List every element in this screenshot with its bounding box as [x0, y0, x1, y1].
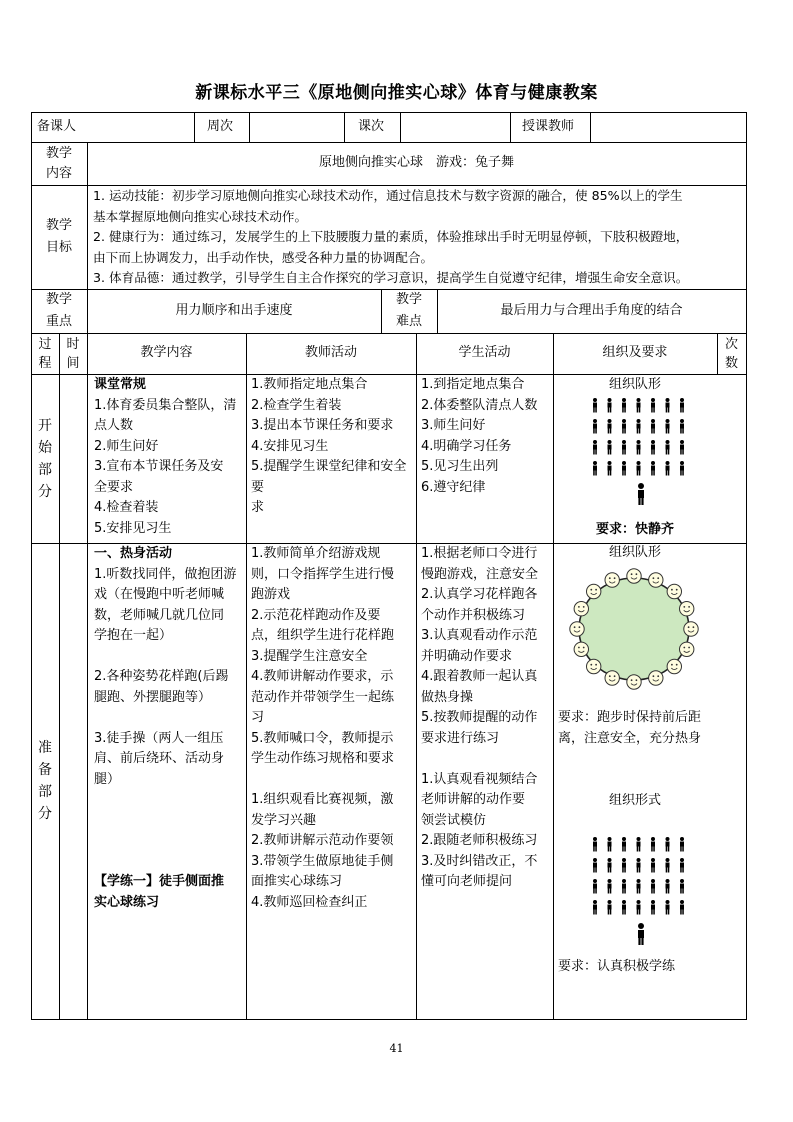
- student-figure-icon: [593, 440, 597, 455]
- student-figure-icon: [680, 837, 684, 852]
- smiley-face-icon: [570, 622, 584, 636]
- smiley-face-icon: [667, 659, 681, 673]
- section-start-org-requirement: 要求：快静齐: [595, 522, 674, 537]
- student-figure-icon: [622, 858, 626, 873]
- smiley-face-icon: [587, 659, 601, 673]
- formation-diagram-start: [553, 395, 717, 513]
- student-figure-icon: [608, 858, 612, 873]
- student-figure-icon: [593, 837, 597, 852]
- student-figure-icon: [666, 837, 670, 852]
- week-label: 周次: [207, 119, 234, 134]
- preparer-label: 备课人: [37, 119, 77, 134]
- student-figure-icon: [651, 398, 655, 413]
- student-figure-icon: [608, 398, 612, 413]
- student-figure-icon: [593, 900, 597, 915]
- difficulty-value: 最后用力与合理出手角度的结合: [500, 302, 683, 318]
- section-start-student: 1.到指定地点集合 2.体委整队清点人数 3.师生问好 4.明确学习任务 5.见习生出列 6.遵守纪律: [421, 377, 538, 495]
- student-figure-icon: [622, 461, 626, 476]
- student-figure-icon: [680, 461, 684, 476]
- smiley-face-icon: [574, 642, 588, 656]
- student-figure-icon: [637, 900, 641, 915]
- student-figure-icon: [680, 440, 684, 455]
- student-figure-icon: [637, 837, 641, 852]
- section-start-org-title: 组织队形: [608, 377, 661, 392]
- student-figure-icon: [680, 900, 684, 915]
- section-start-content: 课堂常规 1.体育委员集合整队，清 点人数 2.师生问好 3.宣布本节课任务及安 全要求 4.检查着装 5.安排见习生: [94, 377, 237, 536]
- student-formation: [593, 837, 684, 915]
- student-figure-icon: [666, 879, 670, 894]
- student-figure-icon: [593, 419, 597, 434]
- formation-diagram-practice: [553, 832, 717, 952]
- section-prep-org-requirement-2: 要求：认真积极学练: [558, 959, 676, 974]
- student-figure-icon: [637, 858, 641, 873]
- section-prep-label: 准 备 部 分: [38, 740, 52, 822]
- section-prep-content: 一、热身活动 1.听数找同伴，做抱团游 戏（在慢跑中听老师喊 数，老师喊几就几位同 学抱在一起） 2.各种姿势花样跑(后踢 腿跑、外摆腿跑等） 3.徒手操（两人一组压 肩、前后绕环、活动身 腿） 【学练一】徒手侧面推 实心球练习: [94, 546, 237, 910]
- student-figure-icon: [637, 398, 641, 413]
- col-time: 时 间: [66, 336, 80, 371]
- student-figure-icon: [608, 461, 612, 476]
- col-process: 过 程: [38, 336, 52, 371]
- student-figure-icon: [680, 398, 684, 413]
- section-prep-teacher: 1.教师简单介绍游戏规 则，口令指挥学生进行慢 跑游戏 2.示范花样跑动作及要 点，组织学生进行花样跑 3.提醒学生注意安全 4.教师讲解动作要求，示 范动作并带领学生一起练 习 5.教师喊口令，教师提示 学生动作练习规格和要求 1.组织观看比赛视频，激 发学习兴趣 2.教师讲解示范动作要领 3.带领学生做原地徒手侧 面推实心球练习 4.教师巡回检查纠正: [251, 546, 395, 910]
- col-organization: 组织及要求: [602, 345, 668, 361]
- section-start-teacher: 1.教师指定地点集合 2.检查学生着装 3.提出本节课任务和要求 4.安排见习生 5.提醒学生课堂纪律和安全要 求: [251, 377, 407, 515]
- student-figure-icon: [608, 440, 612, 455]
- student-figure-icon: [651, 900, 655, 915]
- smiley-face-icon: [605, 671, 619, 685]
- student-figure-icon: [593, 858, 597, 873]
- teacher-label: 授课教师: [522, 119, 575, 134]
- student-figure-icon: [622, 879, 626, 894]
- student-formation: [593, 398, 684, 476]
- student-figure-icon: [680, 858, 684, 873]
- student-figure-icon: [680, 879, 684, 894]
- student-figure-icon: [651, 879, 655, 894]
- student-figure-icon: [680, 419, 684, 434]
- difficulty-label: 教学 难点: [395, 292, 422, 329]
- student-figure-icon: [593, 879, 597, 894]
- smiley-face-icon: [587, 584, 601, 598]
- student-figure-icon: [651, 461, 655, 476]
- section-prep-org-requirement-1: 要求：跑步时保持前后距 离，注意安全，充分热身: [558, 710, 702, 746]
- student-figure-icon: [666, 419, 670, 434]
- student-figure-icon: [651, 440, 655, 455]
- col-teaching-content: 教学内容: [140, 345, 193, 361]
- student-figure-icon: [637, 461, 641, 476]
- student-figure-icon: [651, 837, 655, 852]
- student-figure-icon: [651, 858, 655, 873]
- student-figure-icon: [622, 900, 626, 915]
- teacher-figure-icon: [638, 923, 644, 945]
- smiley-face-icon: [667, 584, 681, 598]
- page-number: 41: [389, 1042, 404, 1055]
- page-title: 新课标水平三《原地侧向推实心球》体育与健康教案: [195, 83, 598, 103]
- student-figure-icon: [608, 879, 612, 894]
- col-times: 次 数: [724, 336, 738, 371]
- smiley-face-icon: [574, 602, 588, 616]
- student-figure-icon: [637, 419, 641, 434]
- student-figure-icon: [651, 419, 655, 434]
- col-student-activity: 学生活动: [458, 345, 511, 361]
- smiley-face-icon: [680, 602, 694, 616]
- student-figure-icon: [666, 461, 670, 476]
- smiley-face-icon: [627, 675, 641, 689]
- lesson-number-label: 课次: [358, 119, 385, 134]
- student-figure-icon: [666, 440, 670, 455]
- student-figure-icon: [637, 879, 641, 894]
- student-figure-icon: [622, 419, 626, 434]
- smiley-face-icon: [680, 642, 694, 656]
- smiley-face-icon: [627, 569, 641, 583]
- student-figure-icon: [666, 398, 670, 413]
- smiley-face-icon: [605, 573, 619, 587]
- section-prep-student: 1.根据老师口令进行 慢跑游戏，注意安全 2.认真学习花样跑各 个动作并积极练习 3.认真观看动作示范 并明确动作要求 4.跟着教师一起认真 做热身操 5.按教师提醒的动作 要求进行练习 1.认真观看视频结合 老师讲解的动作要 领尝试模仿 2.跟随老师积极练习 3.及时纠错改正，不 懂可向老师提问: [421, 546, 539, 889]
- student-figure-icon: [593, 398, 597, 413]
- student-figure-icon: [637, 440, 641, 455]
- student-figure-icon: [608, 419, 612, 434]
- smiley-face-icon: [649, 573, 663, 587]
- student-figure-icon: [608, 900, 612, 915]
- student-figure-icon: [608, 837, 612, 852]
- content-label: 教学 内容: [45, 145, 72, 181]
- goals-text: 1. 运动技能：初步学习原地侧向推实心球技术动作，通过信息技术与数字资源的融合，使 85%以上的学生 基本掌握原地侧向推实心球技术动作。 2. 健康行为：通过练习，发展学生的上下肢腰腹力量的素质，体验推球出手时无明显停顿，下肢积极蹬地， 由下而上协调发力，出手动作快，感受各种力量的协调配合。 3. 体育品德：通过教学，引导学生自主合作探究的学习意识，提高学生自觉遵守纪律，增强生命安全意识。: [93, 188, 689, 285]
- content-value: 原地侧向推实心球 游戏：兔子舞: [318, 155, 514, 171]
- student-figure-icon: [622, 398, 626, 413]
- smiley-face-icon: [684, 622, 698, 636]
- key-points-label: 教学 重点: [45, 292, 72, 329]
- student-figure-icon: [622, 837, 626, 852]
- student-figure-icon: [593, 461, 597, 476]
- student-figure-icon: [666, 900, 670, 915]
- smiley-face-icon: [649, 671, 663, 685]
- section-start-label: 开 始 部 分: [38, 417, 52, 500]
- key-points-value: 用力顺序和出手速度: [175, 302, 293, 318]
- circle-formation-diagram: [553, 562, 717, 692]
- student-figure-icon: [666, 858, 670, 873]
- teacher-figure-icon: [638, 483, 644, 505]
- col-teacher-activity: 教师活动: [304, 345, 357, 361]
- section-prep-org-title-1: 组织队形: [608, 545, 661, 560]
- section-prep-org-title-2: 组织形式: [608, 793, 661, 808]
- goals-label: 教学 目标: [45, 218, 72, 255]
- student-figure-icon: [622, 440, 626, 455]
